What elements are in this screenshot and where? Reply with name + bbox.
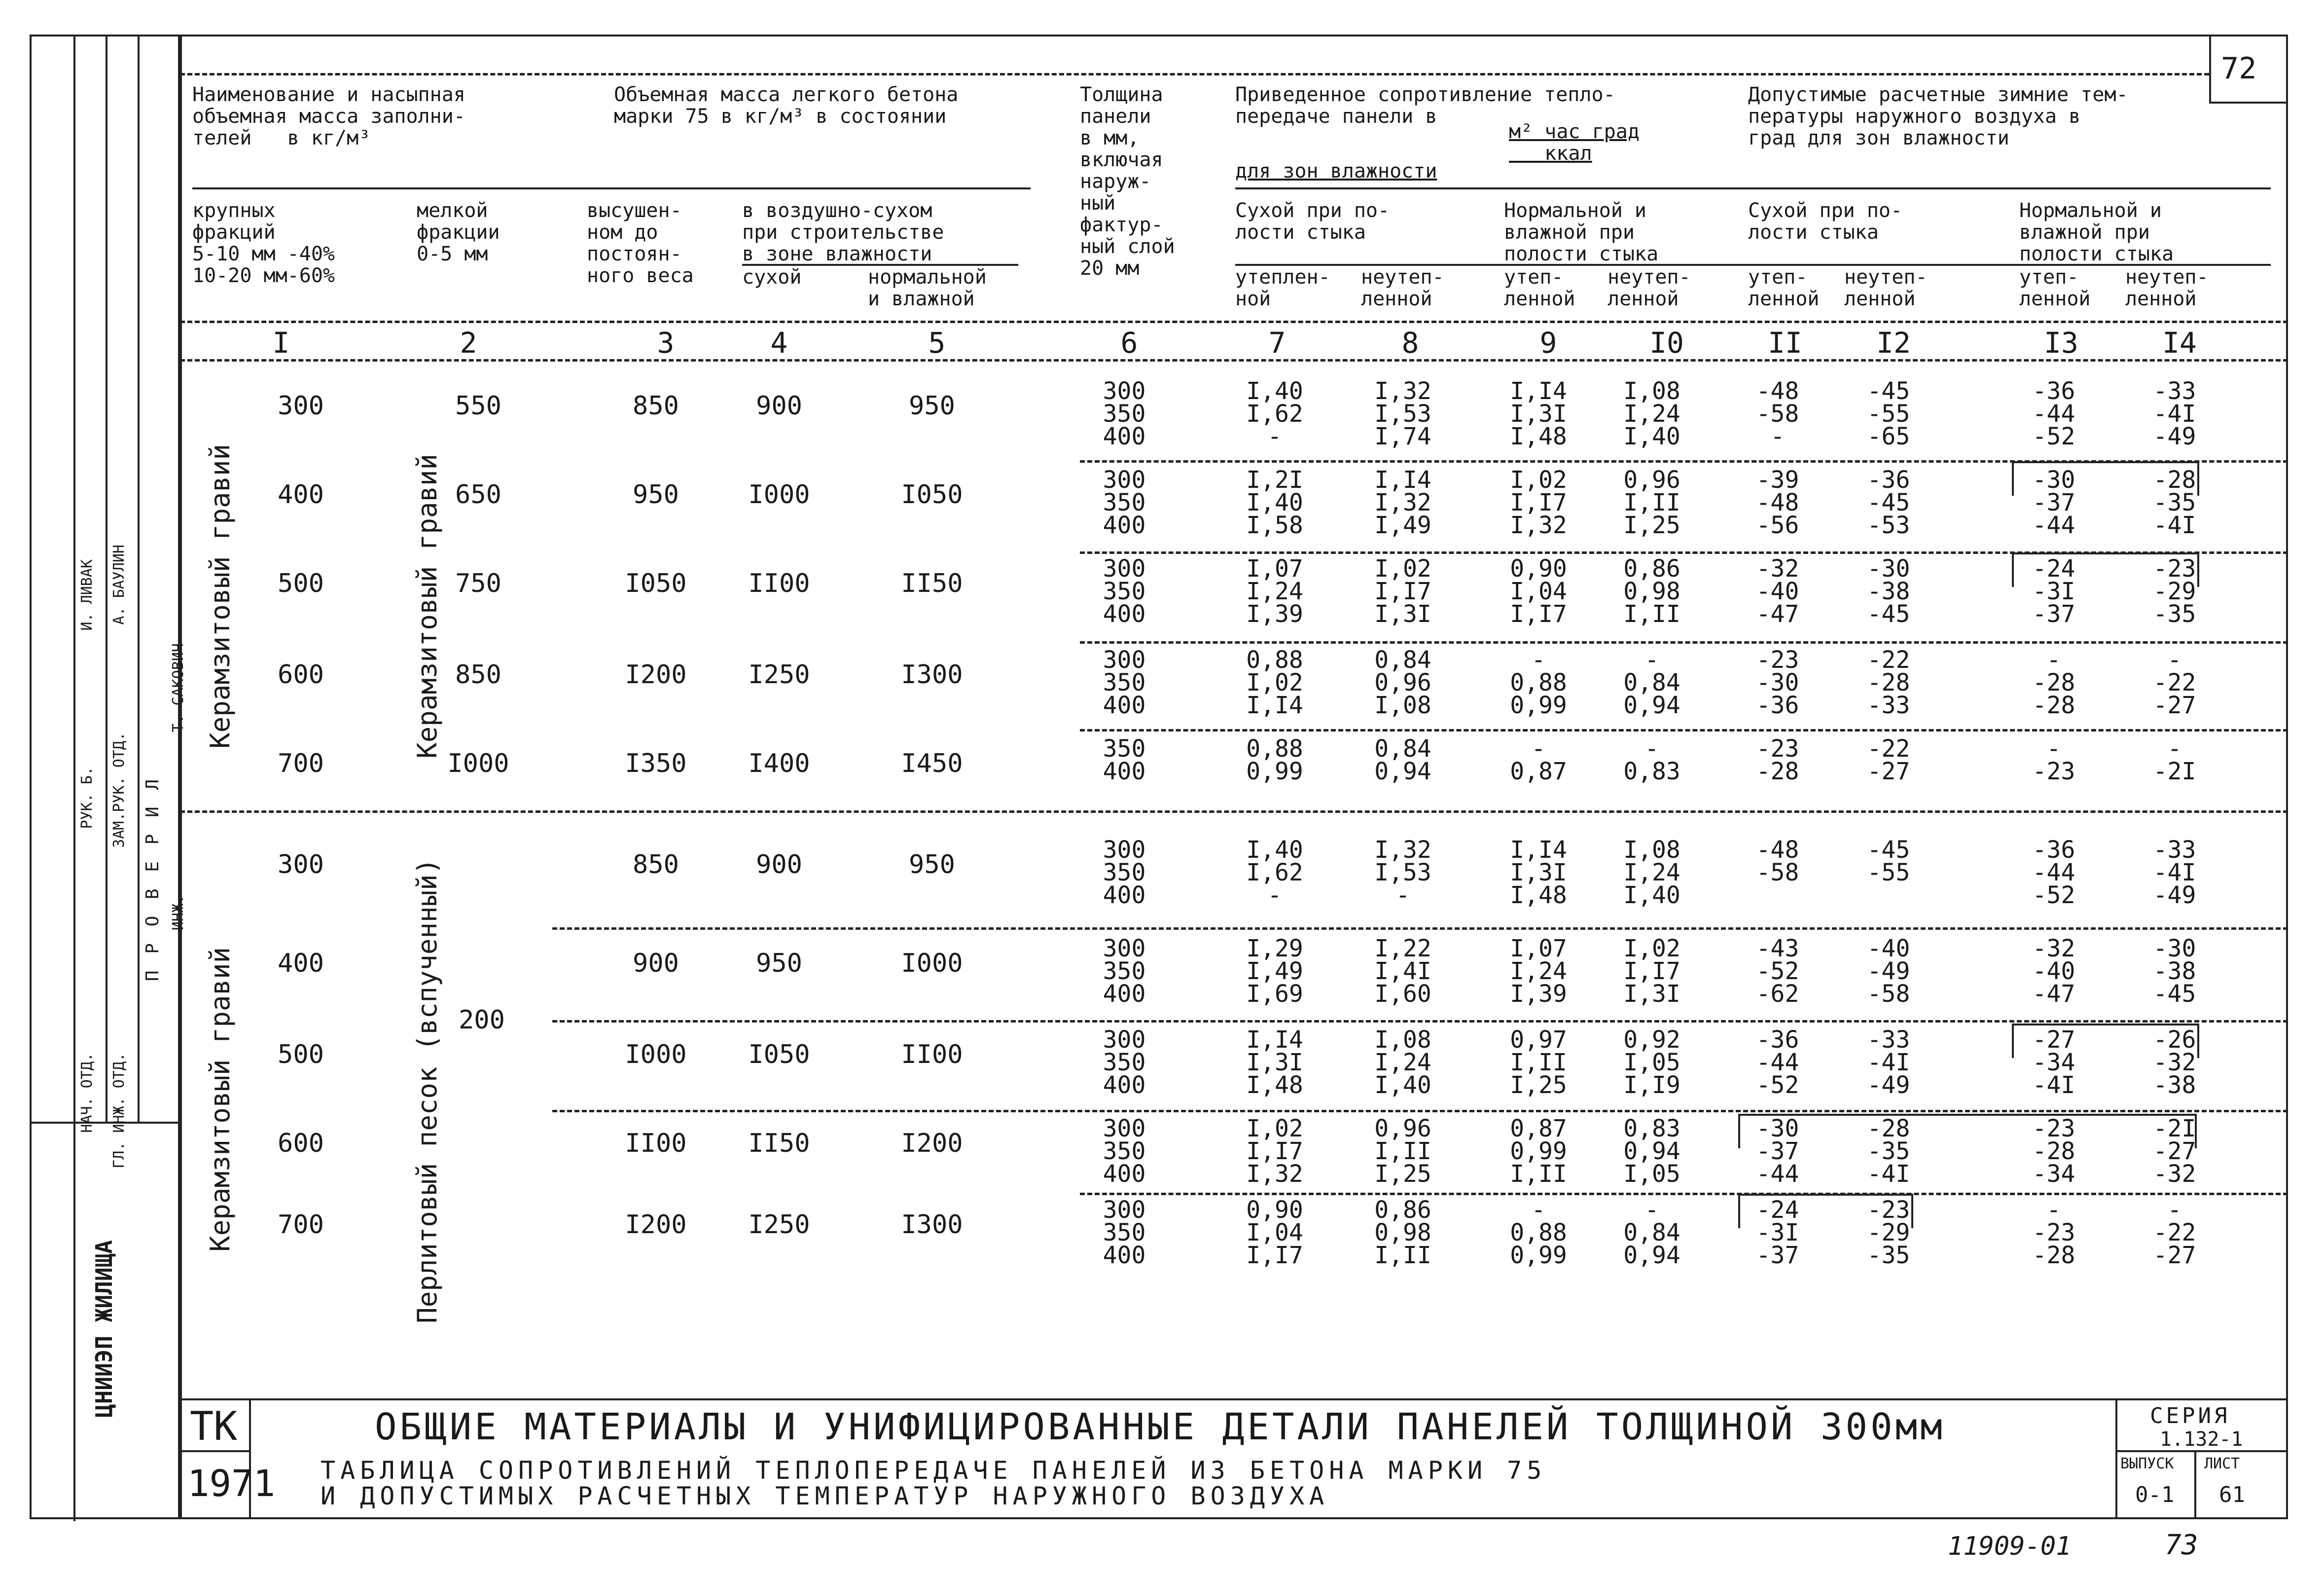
header-concrete: Объемная масса легкого бетона марки 75 в кг/м³ в состоянии	[614, 83, 959, 128]
table-cell-c2: 550	[455, 391, 501, 421]
header-temperatures: Допустимые расчетные зимние тем- пературы наружного воздуха в град для зон влажности	[1748, 83, 2128, 149]
table-cell-c4: II50	[748, 1129, 810, 1158]
table-cell-c3: I200	[625, 660, 687, 690]
table-cell-c8: I,I4 I,32 I,49	[1374, 466, 1431, 539]
table-cell-c11: -39 -48 -56	[1756, 466, 1799, 539]
year-label: 1971	[187, 1463, 276, 1505]
header-fine: мелкой фракции 0-5 мм	[417, 199, 500, 265]
column-number: I3	[2044, 326, 2078, 360]
table-cell-c10: - 0,84 0,94	[1623, 1196, 1680, 1269]
header-airdry: в воздушно-сухом при строительстве в зоне влажности	[742, 199, 944, 265]
header-coarse: крупных фракций 5-10 мм -40% 10-20 мм-60%	[192, 199, 335, 287]
table-cell-c3: 950	[633, 480, 679, 510]
header-dried: высушен- ном до постоян- ного веса	[587, 199, 694, 287]
table-cell-c14: - -2I	[2153, 735, 2196, 785]
table-cell-c7: I,I4 I,3I I,48	[1246, 1026, 1303, 1099]
table-cell-c4: 900	[756, 391, 802, 421]
table-cell-c9: 0,87 0,99 I,II	[1510, 1115, 1567, 1188]
column-numbers-rule	[180, 359, 2288, 362]
header-uninsulated: неутеп- ленной	[2125, 266, 2209, 310]
table-cell-c4: 900	[756, 850, 802, 879]
stamp-signer: Т. САКОВИЧ	[170, 643, 187, 732]
stamp-divider	[73, 37, 75, 1521]
group1-fine-label: Керамзитовый гравий	[412, 454, 443, 759]
table-cell-c13: - -23	[2032, 735, 2075, 785]
table-cell-c14: -2I -27 -32	[2153, 1115, 2196, 1188]
header-dry-cavity: Сухой при по- лости стыка	[1748, 199, 1903, 244]
table-cell-c12: -22 -28 -33	[1867, 646, 1910, 719]
table-cell-c4: 950	[756, 949, 802, 978]
table-cell-c4: II00	[748, 569, 810, 598]
table-cell-c8: I,32 I,53 -	[1374, 836, 1431, 909]
table-cell-c14: -26 -32 -38	[2153, 1026, 2196, 1099]
column-number: II	[1768, 326, 1802, 360]
table-cell-c5: I200	[901, 1129, 963, 1158]
table-cell-c5: I300	[901, 1210, 963, 1240]
table-cell-c1: 400	[278, 480, 324, 510]
header-insulated: утеп- ленной	[2019, 266, 2091, 310]
table-cell-c11: -24 -3I -37	[1756, 1196, 1799, 1269]
document-title: ОБЩИЕ МАТЕРИАЛЫ И УНИФИЦИРОВАННЫЕ ДЕТАЛИ ПАНЕЛЕЙ ТОЛЩИНОЙ 300мм	[375, 1406, 1945, 1448]
table-cell-c11: -23 -30 -36	[1756, 646, 1799, 719]
table-cell-c6: 300 350 400	[1103, 1115, 1146, 1188]
column-number: 7	[1268, 326, 1286, 360]
table-cell-c2: I000	[447, 749, 509, 778]
table-cell-c7: 0,88 0,99	[1246, 735, 1303, 785]
header-fillers: Наименование и насыпная объемная масса заполни- телей в кг/м³	[192, 83, 465, 149]
header-rule	[192, 187, 1031, 189]
table-cell-c9: I,07 I,24 I,39	[1510, 935, 1567, 1008]
table-cell-c8: 0,96 I,II I,25	[1374, 1115, 1431, 1188]
title-block-rule	[180, 1398, 2288, 1400]
group2-coarse-label: Керамзитовый гравий	[205, 947, 236, 1252]
table-cell-c6: 300 350 400	[1103, 1196, 1146, 1269]
table-cell-c14: -23 -29 -35	[2153, 555, 2196, 628]
issue-label: ВЫПУСК	[2120, 1455, 2174, 1472]
header-bottom-rule	[180, 321, 2288, 323]
table-cell-c6: 350 400	[1103, 735, 1146, 785]
table-cell-c1: 600	[278, 660, 324, 690]
header-dry: сухой	[742, 266, 802, 289]
table-cell-c10: I,08 I,24 I,40	[1623, 377, 1680, 450]
table-cell-c10: I,02 I,I7 I,3I	[1623, 935, 1680, 1008]
table-cell-c5: I450	[901, 749, 963, 778]
stamp-role: ГЛ. ИНЖ. ОТД.	[110, 1053, 128, 1169]
table-cell-c11: -30 -37 -44	[1756, 1115, 1799, 1188]
table-cell-c7: I,29 I,49 I,69	[1246, 935, 1303, 1008]
table-cell-c13: - -23 -28	[2032, 1196, 2075, 1269]
table-cell-c5: II00	[901, 1040, 963, 1069]
table-cell-c8: 0,84 0,94	[1374, 735, 1431, 785]
table-cell-c3: II00	[625, 1129, 687, 1158]
table-cell-c14: -33 -4I -49	[2153, 836, 2196, 909]
table-cell-c1: 600	[278, 1129, 324, 1158]
series-label: СЕРИЯ	[2150, 1403, 2230, 1428]
table-cell-c1: 700	[278, 749, 324, 778]
column-number: I0	[1649, 326, 1684, 360]
table-cell-c5: I000	[901, 949, 963, 978]
table-cell-c3: I000	[625, 1040, 687, 1069]
column-number: I4	[2162, 326, 2197, 360]
stamp-divider	[32, 1122, 182, 1124]
table-cell-c12: -45 -55 -65	[1867, 377, 1910, 450]
table-cell-c13: -23 -28 -34	[2032, 1115, 2075, 1188]
table-cell-c9: I,02 I,I7 I,32	[1510, 466, 1567, 539]
table-cell-c6: 300 350 400	[1103, 935, 1146, 1008]
header-rule	[1235, 264, 2271, 266]
column-number: I2	[1876, 326, 1911, 360]
table-cell-c3: 850	[633, 850, 679, 879]
table-cell-c7: I,40 I,62 -	[1246, 377, 1303, 450]
table-cell-c10: - 0,83	[1623, 735, 1680, 785]
table-cell-c7: 0,88 I,02 I,I4	[1246, 646, 1303, 719]
table-cell-c12: -23 -29 -35	[1867, 1196, 1910, 1269]
row-separator	[552, 927, 2288, 930]
table-cell-c1: 500	[278, 1040, 324, 1069]
header-rule	[1235, 187, 2271, 189]
table-cell-c6: 300 350 400	[1103, 836, 1146, 909]
table-cell-c4: I050	[748, 1040, 810, 1069]
table-cell-c14: -30 -38 -45	[2153, 935, 2196, 1008]
column-number: 3	[657, 326, 675, 360]
table-cell-c10: I,08 I,24 I,40	[1623, 836, 1680, 909]
table-cell-c11: -43 -52 -62	[1756, 935, 1799, 1008]
table-cell-c12: -33 -4I -49	[1867, 1026, 1910, 1099]
header-normal-cavity: Нормальной и влажной при полости стыка	[1504, 199, 1659, 265]
tk-label: ТК	[190, 1403, 238, 1449]
column-number: 6	[1120, 326, 1138, 360]
header-zone: для зон влажности	[1235, 160, 1437, 183]
title-block-rule	[180, 1450, 249, 1452]
table-cell-c11: -23 -28	[1756, 735, 1799, 785]
table-cell-c8: I,02 I,I7 I,3I	[1374, 555, 1431, 628]
header-uninsulated: неутеп- ленной	[1844, 266, 1928, 310]
table-cell-c11: -48 -58	[1756, 836, 1799, 886]
table-cell-c13: -36 -44 -52	[2032, 377, 2075, 450]
table-cell-c1: 300	[278, 850, 324, 879]
table-cell-c8: 0,86 0,98 I,II	[1374, 1196, 1431, 1269]
table-cell-c10: 0,86 0,98 I,II	[1623, 555, 1680, 628]
column-number: 5	[928, 326, 946, 360]
table-cell-c7: I,40 I,62 -	[1246, 836, 1303, 909]
table-cell-c5: 950	[909, 850, 955, 879]
table-cell-c7: I,02 I,I7 I,32	[1246, 1115, 1303, 1188]
table-cell-c6: 300 350 400	[1103, 466, 1146, 539]
header-insulated: утеплен- ной	[1235, 266, 1330, 310]
table-cell-c6: 300 350 400	[1103, 1026, 1146, 1099]
table-cell-c2: 750	[455, 569, 501, 598]
sheet-value: 61	[2219, 1482, 2245, 1507]
table-cell-c6: 300 350 400	[1103, 555, 1146, 628]
table-cell-c5: 950	[909, 391, 955, 421]
table-cell-c14: - -22 -27	[2153, 1196, 2196, 1269]
table-cell-c1: 700	[278, 1210, 324, 1240]
table-cell-c8: I,08 I,24 I,40	[1374, 1026, 1431, 1099]
header-insulated: утеп- ленной	[1504, 266, 1575, 310]
stamp-divider	[138, 37, 140, 1122]
table-cell-c11: -32 -40 -47	[1756, 555, 1799, 628]
table-cell-c2: 650	[455, 480, 501, 510]
stamp-role: ИНЖ.	[170, 895, 187, 931]
header-normal: нормальной и влажной	[868, 266, 987, 310]
table-cell-c4: I400	[748, 749, 810, 778]
stamp-role: П Р О В Е Р И Л	[143, 776, 163, 982]
footer-page: 73	[2165, 1529, 2198, 1561]
approval-stamp	[30, 35, 187, 1519]
table-cell-c5: I050	[901, 480, 963, 510]
header-normal-cavity: Нормальной и влажной при полости стыка	[2019, 199, 2174, 265]
column-number: 2	[460, 326, 477, 360]
table-cell-c11: -36 -44 -52	[1756, 1026, 1799, 1099]
stamp-role: РУК. Б.	[78, 767, 96, 829]
table-cell-c10: 0,83 0,94 I,05	[1623, 1115, 1680, 1188]
column-number: 9	[1539, 326, 1557, 360]
table-cell-c12: -40 -49 -58	[1867, 935, 1910, 1008]
fine-density: 200	[459, 1005, 505, 1035]
stamp-role: НАЧ. ОТД.	[78, 1053, 96, 1133]
stamp-divider	[106, 37, 107, 1122]
header-unit: м² час град ккал	[1509, 120, 1640, 165]
table-cell-c7: 0,90 I,04 I,I7	[1246, 1196, 1303, 1269]
table-cell-c12: -30 -38 -45	[1867, 555, 1910, 628]
table-cell-c1: 300	[278, 391, 324, 421]
stamp-signer: И. ЛИВАК	[78, 559, 96, 631]
table-cell-c13: -24 -3I -37	[2032, 555, 2075, 628]
table-cell-c4: I250	[748, 1210, 810, 1240]
column-number: 8	[1401, 326, 1419, 360]
table-cell-c14: - -22 -27	[2153, 646, 2196, 719]
table-cell-c5: I300	[901, 660, 963, 690]
table-cell-c13: -27 -34 -4I	[2032, 1026, 2075, 1099]
table-cell-c14: -28 -35 -4I	[2153, 466, 2196, 539]
table-cell-c10: 0,96 I,II I,25	[1623, 466, 1680, 539]
table-cell-c4: I000	[748, 480, 810, 510]
table-cell-c8: I,32 I,53 I,74	[1374, 377, 1431, 450]
table-cell-c2: 850	[455, 660, 501, 690]
table-cell-c3: I350	[625, 749, 687, 778]
header-insulated: утеп- ленной	[1748, 266, 1820, 310]
page-number-box	[2209, 35, 2288, 104]
issue-value: 0-1	[2135, 1482, 2175, 1507]
stamp-signer: А. БАУЛИН	[110, 545, 128, 625]
header-thickness: Толщина панели в мм, включая наруж- ный фактур- ный слой 20 мм	[1080, 83, 1175, 280]
table-cell-c9: - 0,88 0,99	[1510, 646, 1567, 719]
group2-fine-label: Перлитовый песок (вспученный)	[412, 858, 443, 1323]
table-cell-c8: I,22 I,4I I,60	[1374, 935, 1431, 1008]
table-cell-c8: 0,84 0,96 I,08	[1374, 646, 1431, 719]
table-cell-c3: 850	[633, 391, 679, 421]
table-cell-c7: I,07 I,24 I,39	[1246, 555, 1303, 628]
sheet-label: ЛИСТ	[2204, 1455, 2240, 1472]
table-cell-c14: -33 -4I -49	[2153, 377, 2196, 450]
table-cell-c1: 500	[278, 569, 324, 598]
table-cell-c4: I250	[748, 660, 810, 690]
table-cell-c1: 400	[278, 949, 324, 978]
stamp-role: ЗАМ.РУК. ОТД.	[110, 732, 128, 848]
table-cell-c13: -36 -44 -52	[2032, 836, 2075, 909]
series-value: 1.132-1	[2160, 1428, 2243, 1451]
table-cell-c11: -48 -58 -	[1756, 377, 1799, 450]
table-cell-c12: -28 -35 -4I	[1867, 1115, 1910, 1188]
row-separator	[552, 1020, 2288, 1023]
header-resistance: Приведенное сопротивление тепло- передаче панели в	[1235, 83, 1615, 128]
table-cell-c6: 300 350 400	[1103, 646, 1146, 719]
table-cell-c9: I,I4 I,3I I,48	[1510, 836, 1567, 909]
table-cell-c3: 900	[633, 949, 679, 978]
table-cell-c13: -32 -40 -47	[2032, 935, 2075, 1008]
drawing-code: 11909-01	[1948, 1532, 2072, 1561]
table-cell-c12: -36 -45 -53	[1867, 466, 1910, 539]
table-cell-c5: II50	[901, 569, 963, 598]
table-cell-c12: -22 -27	[1867, 735, 1910, 785]
table-cell-c13: - -28 -28	[2032, 646, 2075, 719]
table-cell-c7: I,2I I,40 I,58	[1246, 466, 1303, 539]
table-cell-c9: - 0,87	[1510, 735, 1567, 785]
table-cell-c12: -45 -55	[1867, 836, 1910, 886]
organization-name: ЦНИИЭП ЖИЛИЩА	[91, 1240, 117, 1418]
row-separator	[552, 1110, 2288, 1112]
table-cell-c3: I200	[625, 1210, 687, 1240]
row-separator	[1080, 1193, 2288, 1195]
table-cell-c6: 300 350 400	[1103, 377, 1146, 450]
table-cell-c10: - 0,84 0,94	[1623, 646, 1680, 719]
header-uninsulated: неутеп- ленной	[1361, 266, 1444, 310]
page-number: 72	[2221, 51, 2257, 86]
table-cell-c9: - 0,88 0,99	[1510, 1196, 1567, 1269]
group-separator	[180, 810, 2288, 813]
document-subtitle: ТАБЛИЦА СОПРОТИВЛЕНИЙ ТЕПЛОПЕРЕДАЧЕ ПАНЕЛЕЙ ИЗ БЕТОНА МАРКИ 75 И ДОПУСТИМЫХ РАСЧЕТНЫХ ТЕМПЕРАТУР НАРУЖНОГО ВОЗДУХА	[321, 1456, 1547, 1510]
title-block-divider	[2194, 1450, 2196, 1519]
table-cell-c9: I,I4 I,3I I,48	[1510, 377, 1567, 450]
table-cell-c9: 0,90 I,04 I,I7	[1510, 555, 1567, 628]
column-number: I	[272, 326, 290, 360]
row-separator	[1080, 729, 2288, 732]
row-separator	[1080, 641, 2288, 644]
table-cell-c13: -30 -37 -44	[2032, 466, 2075, 539]
header-dry-cavity: Сухой при по- лости стыка	[1235, 199, 1390, 244]
group1-coarse-label: Керамзитовый гравий	[205, 444, 236, 749]
header-uninsulated: неутеп- ленной	[1608, 266, 1691, 310]
header-rule	[742, 264, 1018, 266]
column-number: 4	[770, 326, 788, 360]
table-cell-c3: I050	[625, 569, 687, 598]
table-cell-c9: 0,97 I,II I,25	[1510, 1026, 1567, 1099]
title-block-divider	[2115, 1398, 2117, 1519]
table-cell-c10: 0,92 I,05 I,I9	[1623, 1026, 1680, 1099]
header-top-rule	[180, 73, 2209, 75]
